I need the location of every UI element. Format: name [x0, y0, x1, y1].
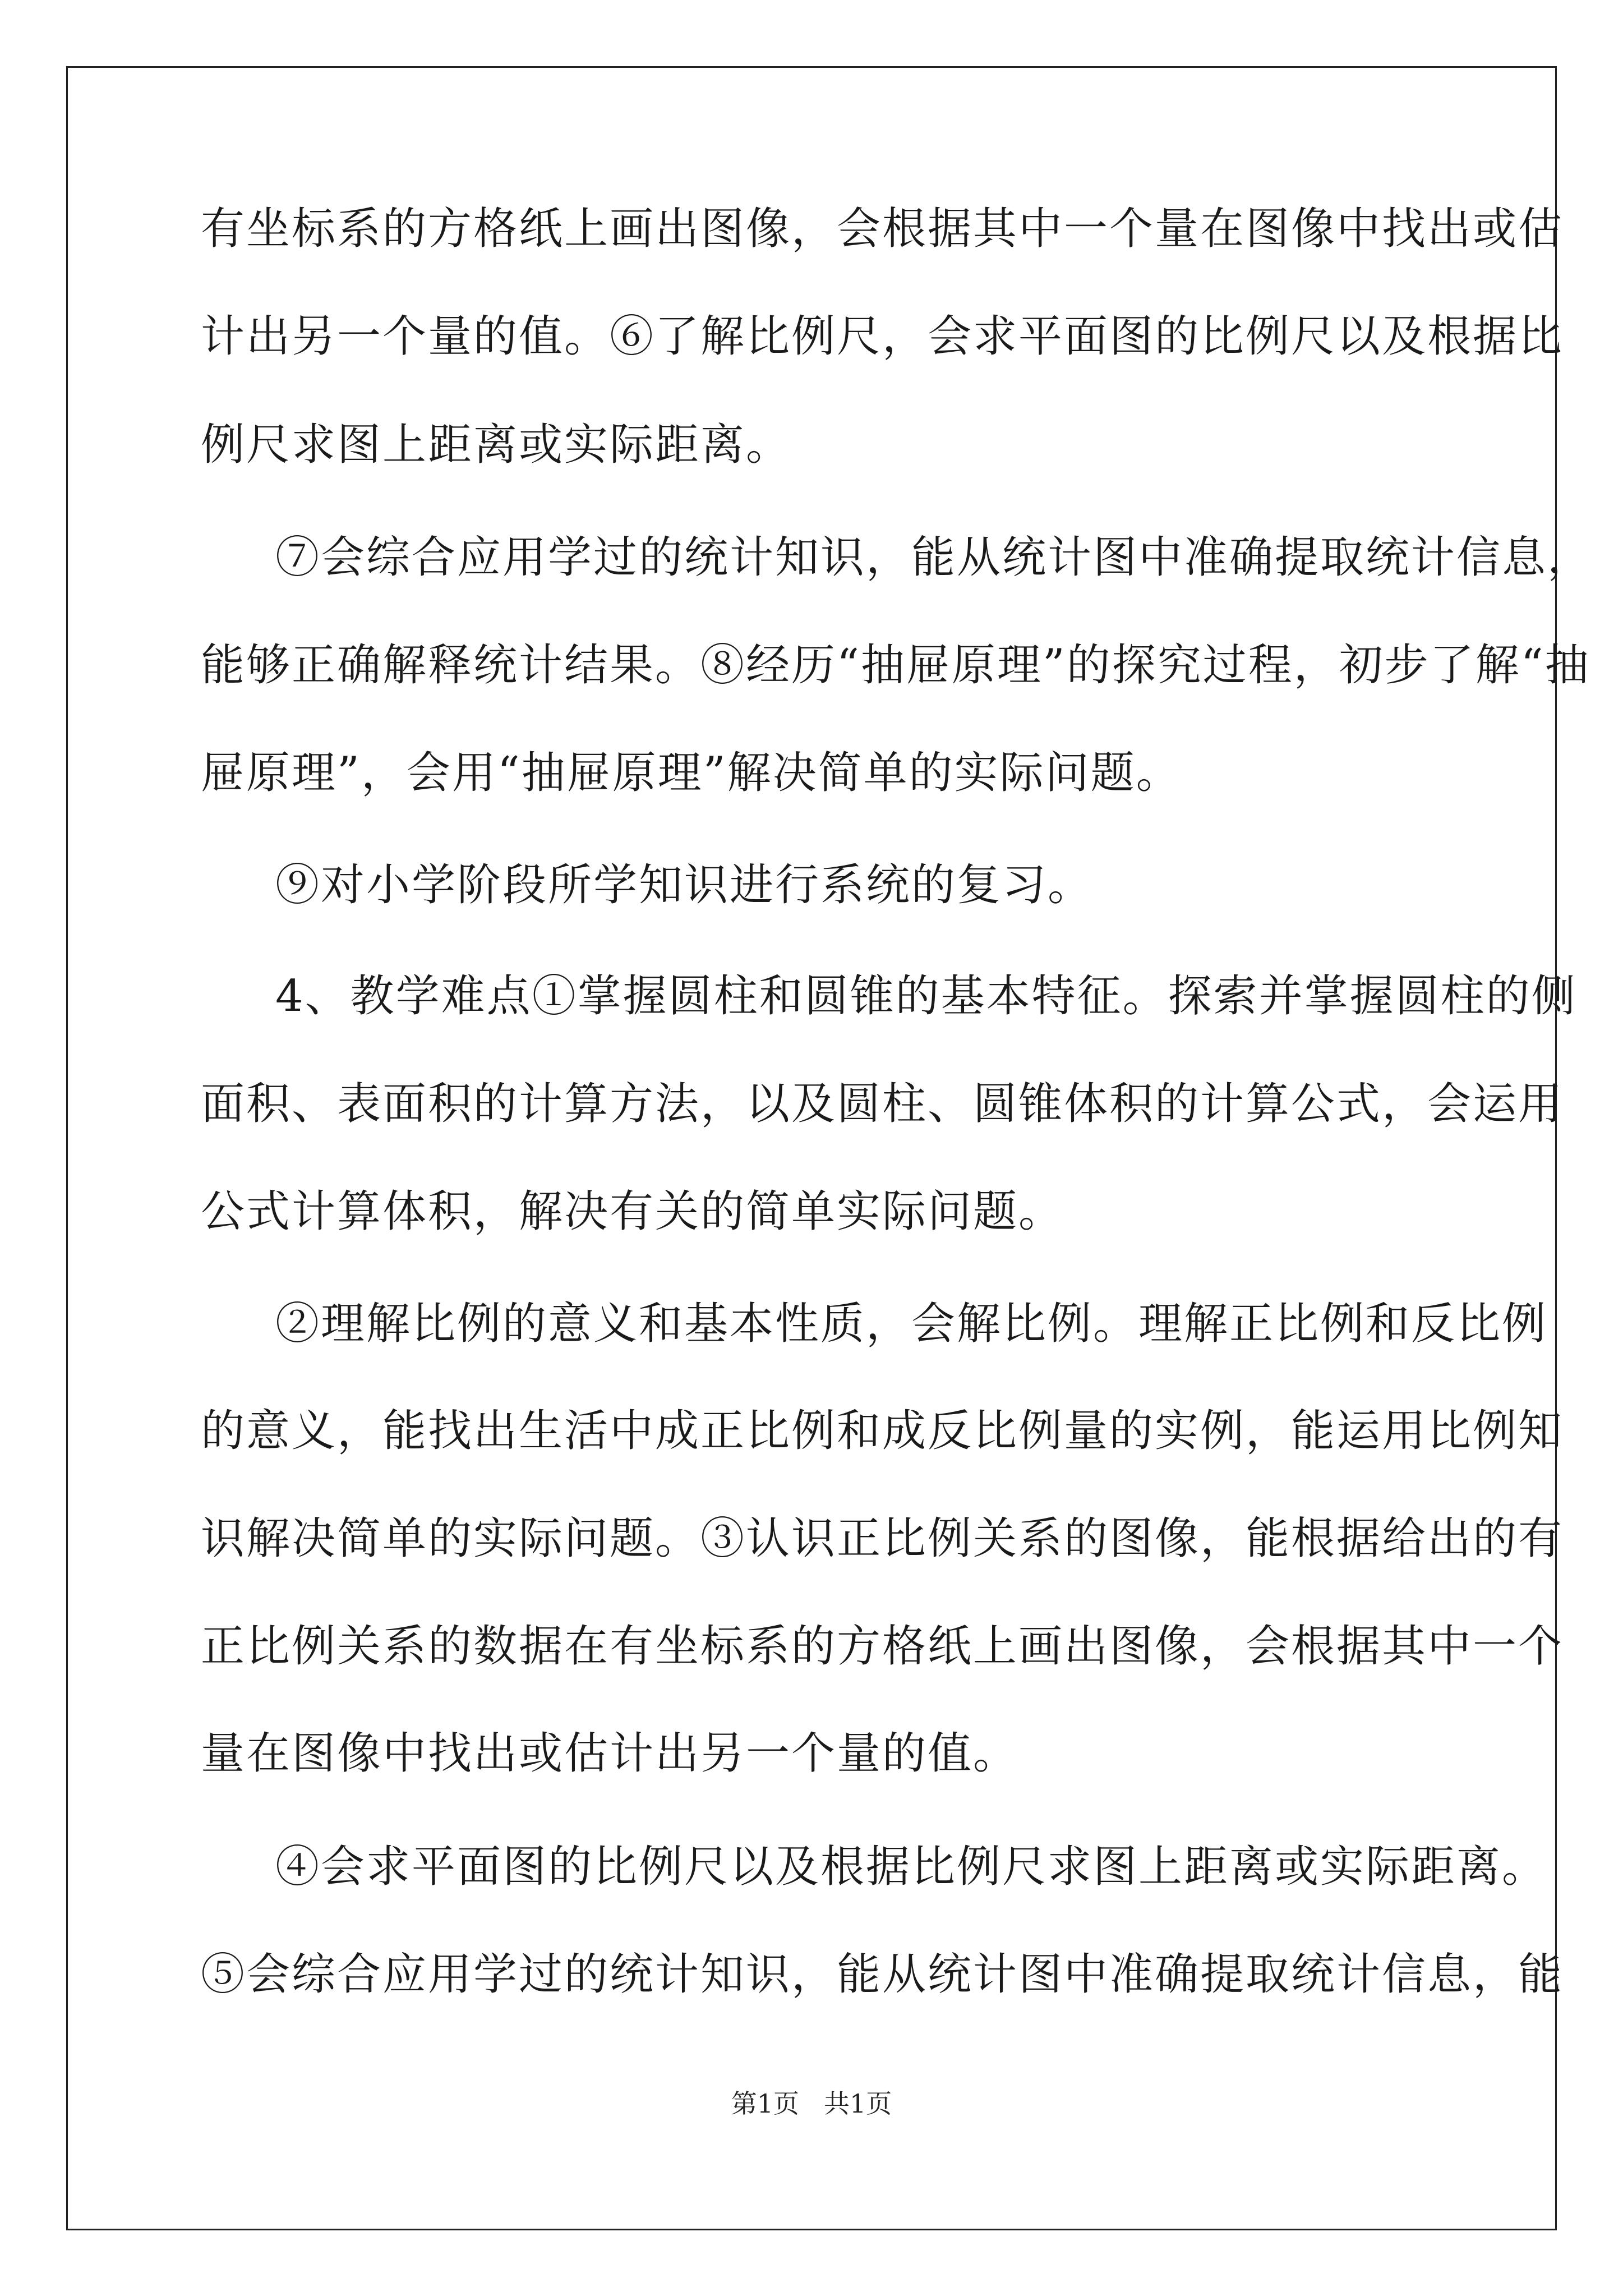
text-line: 例尺求图上距离或实际距离。: [201, 420, 792, 470]
page-border: [66, 66, 1557, 2230]
paragraph-first-line: ④会求平面图的比例尺以及根据比例尺求图上距离或实际距离。: [275, 1842, 1548, 1892]
page-number: 第1页: [731, 2088, 799, 2119]
text-line: 面积、表面积的计算方法，以及圆柱、圆锥体积的计算公式，会运用: [201, 1079, 1564, 1129]
paragraph-first-line: ⑨对小学阶段所学知识进行系统的复习。: [275, 860, 1094, 910]
text-line: 计出另一个量的值。⑥了解比例尺，会求平面图的比例尺以及根据比: [201, 311, 1564, 362]
text-line: 量在图像中找出或估计出另一个量的值。: [201, 1728, 1019, 1779]
text-line: ⑤会综合应用学过的统计知识，能从统计图中准确提取统计信息，能: [201, 1949, 1564, 2000]
text-line: 能够正确解释统计结果。⑧经历“抽屉原理”的探究过程，初步了解“抽: [201, 640, 1590, 691]
paragraph-first-line: 4、教学难点①掌握圆柱和圆锥的基本特征。探索并掌握圆柱的侧: [275, 971, 1577, 1022]
text-line: 正比例关系的数据在有坐标系的方格纸上画出图像，会根据其中一个: [201, 1621, 1564, 1672]
page-total: 共1页: [824, 2088, 892, 2119]
paragraph-first-line: ②理解比例的意义和基本性质，会解比例。理解正比例和反比例: [275, 1299, 1548, 1349]
paragraph-first-line: ⑦会综合应用学过的统计知识，能从统计图中准确提取统计信息，: [275, 532, 1593, 583]
page-footer: [0, 2088, 1623, 2119]
text-line: 的意义，能找出生活中成正比例和成反比例量的实例，能运用比例知: [201, 1406, 1564, 1456]
text-line: 识解决简单的实际问题。③认识正比例关系的图像，能根据给出的有: [201, 1513, 1564, 1564]
text-line: 公式计算体积，解决有关的简单实际问题。: [201, 1186, 1064, 1237]
text-line: 有坐标系的方格纸上画出图像，会根据其中一个量在图像中找出或估: [201, 204, 1564, 254]
text-line: 屉原理”，会用“抽屉原理”解决简单的实际问题。: [201, 748, 1182, 798]
